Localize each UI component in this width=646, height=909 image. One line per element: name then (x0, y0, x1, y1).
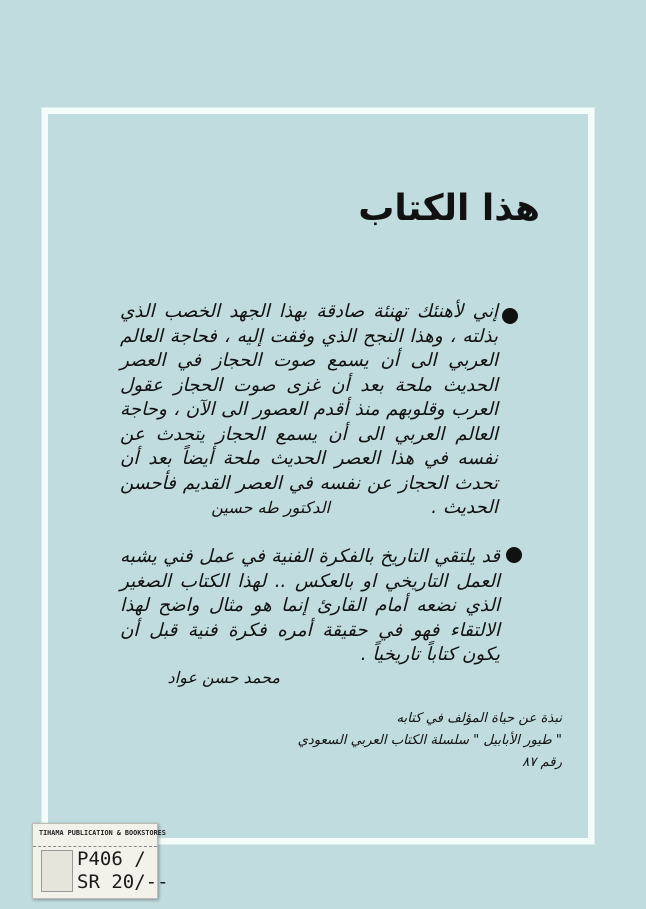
quote-paragraph-1: إني لأهنئك تهنئة صادقة بهذا الجهد الخصب الذي بذلته ، وهذا النجح الذي وفقت إليه ، فحاجة العالم العربي الى أن يسمع صوت الحجاز في العصر الحديث ملحة بعد أن غزى صوت الحجاز عقول العرب وقلوبهم منذ أقدم العصور الى الآن ، وحاجة العالم العربي الى أن يسمع الحجاز يتحدث عن نفسه في هذا العصر الحديث ملحة أيضاً بعد أن تحدث الحجاز عن نفسه في العصر القديم فأحسن الحديث . (120, 301, 498, 518)
source-note-line-2: " طيور الأبابيل " سلسلة الكتاب العربي السعودي رقم ٨٧ (297, 733, 562, 770)
price-code: SR 20/-- (77, 871, 169, 893)
quote-paragraph-2: قد يلتقي التاريخ بالفكرة الفنية في عمل فني يشبه العمل التاريخي او بالعكس .. لهذا الكتاب الصغير الذي نضعه أمام القارئ إنما هو مثال واضح لهذا الالتقاء فهو في حقيقة أمره فكرة فنية قبل أن يكون كتاباً تاريخياً . (120, 546, 500, 665)
quote-1-signature: الدكتور طه حسين (211, 498, 330, 517)
label-header-band (33, 824, 166, 847)
source-note-line-1: نبذة عن حياة المؤلف في كتابه (396, 711, 562, 726)
publisher-name: TIHAMA PUBLICATION & BOOKSTORES (39, 829, 166, 837)
library-price-label (32, 823, 169, 899)
catalog-code: P406 / (77, 848, 146, 870)
label-empty-slot (41, 850, 73, 892)
source-note (280, 708, 562, 774)
bullet-icon (502, 308, 518, 324)
quote-2-signature: محمد حسن عواد (167, 668, 280, 687)
bullet-icon (506, 547, 522, 563)
page-title: هذا الكتاب (358, 188, 540, 229)
